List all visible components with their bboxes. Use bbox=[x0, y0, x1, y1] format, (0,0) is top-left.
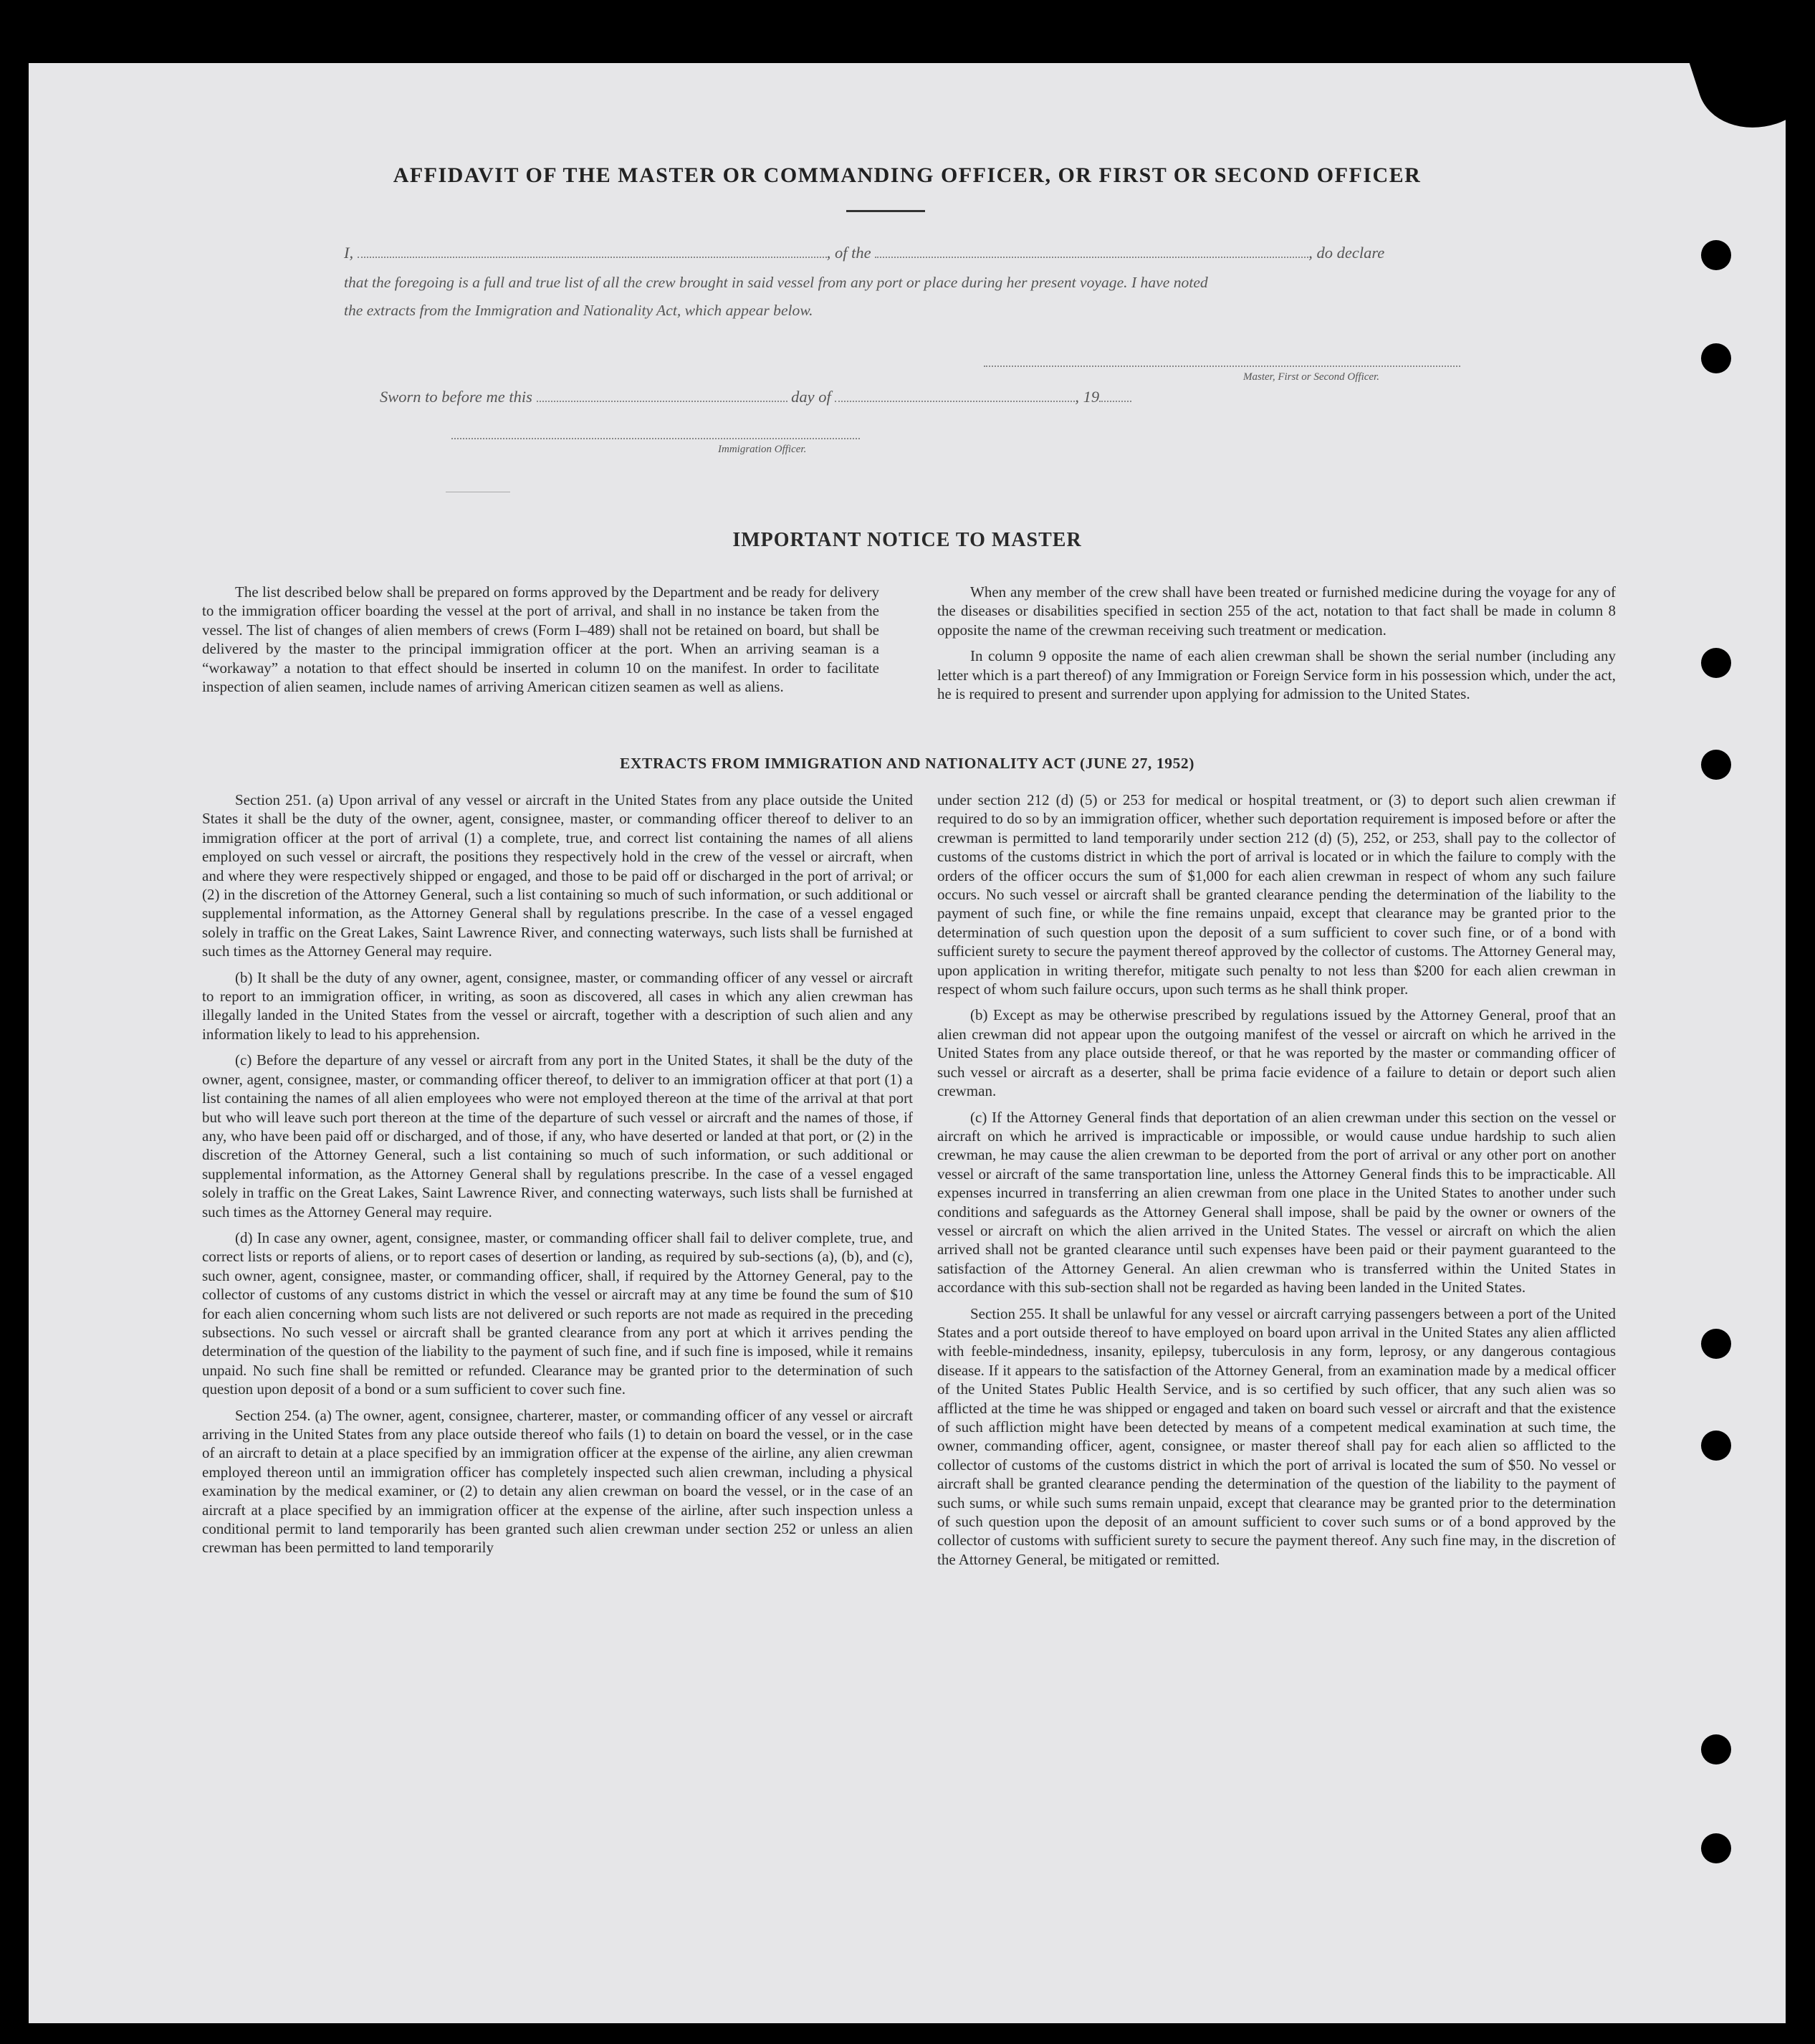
section-251a: Section 251. (a) Upon arrival of any vessel or aircraft in the United States from any place outside the United States it shall be the duty of the owner, agent, consignee, master, or commanding officer thereof to deliver to an immigration officer at the port of arrival (1) a complete, true, and correct list containing the names of all aliens employed on such vessel or aircraft, the positions they respectively hold in the crew of the vessel or aircraft, when and where they were respectively shipped or engaged, and those to be paid off or discharged in the port of arrival; or (2) in the discretion of the Attorney General, such a list containing so much of such information, or such additional or supplemental information, as the Attorney General shall by regulations prescribe. In the case of a vessel engaged solely in traffic on the Great Lakes, Saint Lawrence River, and connecting waterways, such lists shall be furnished at such times as the Attorney General may require. bbox=[202, 791, 913, 960]
section-254b: (b) Except as may be otherwise prescribed by regulations issued by the Attorney General, proof that an alien crewman did not appear upon the outgoing manifest of the vessel or aircraft on which he arrived in the United States from any place outside thereof, or that he was reported by the master or commanding officer of such vessel or aircraft as a deserter, shall be prima facie evidence of a failure to detain or deport such alien crewman. bbox=[937, 1006, 1616, 1100]
sworn-month-field[interactable] bbox=[835, 388, 1075, 402]
vessel-field[interactable] bbox=[875, 244, 1308, 258]
section-254a-continued: under section 212 (d) (5) or 253 for medical or hospital treatment, or (3) to deport such alien crewman if required to do so by an immigration officer, whether such deportation requirement is imposed before or after the crewman is permitted to land temporarily under section 212 (d) (5), 252, or 253, shall pay to the collector of customs of the customs district in which the port of arrival is located or in which the failure to comply with the orders of the officer occurs the sum of $1,000 for each alien crewman in respect of whom any such failure occurs. No such vessel or aircraft shall be granted clearance pending the determination of the liability to the payment of such fine, or while the fine remains unpaid, except that clearance may be granted prior to the determination of such question upon the deposit of a sum sufficient to cover such fine, or of a bond with sufficient surety to secure the payment thereof approved by the collector of customs. The Attorney General may, upon application in writing therefor, mitigate such penalty to not less than $200 for each alien crewman in respect of whom such failure occurs, upon such terms as he shall think proper. bbox=[937, 791, 1616, 998]
notice-right-paragraph-1: When any member of the crew shall have been treated or furnished medicine during the voyage for any of the diseases or disabilities specified in section 255 of the act, notation to that fact shall be made in column 8 opposite the name of the crewman receiving such treatment or medication. bbox=[937, 583, 1616, 639]
title-divider bbox=[846, 210, 925, 212]
notice-left-paragraph: The list described below shall be prepared on forms approved by the Department and be ready for delivery to the immigration officer boarding the vessel at the port of arrival, and shall in no instance be taken from the vessel. The list of changes of alien members of crews (Form I–489) shall not be retained on board, but shall be delivered by the master to the principal immigration officer at the port. When an arriving seaman is a “workaway” a notation to that effect should be inserted in column 10 on the manifest. In order to facilitate inspection of alien seamen, include names of arriving American citizen seamen as well as aliens. bbox=[202, 583, 879, 696]
immigration-officer-label: Immigration Officer. bbox=[718, 444, 807, 455]
officer-signature-line[interactable] bbox=[984, 366, 1460, 367]
notice-right-paragraph-2: In column 9 opposite the name of each alien crewman shall be shown the serial number (including any letter which is a part thereof) of any Immigration or Foreign Service form in his possession which, under the act, he is required to present and surrender upon applying for admission to the United States. bbox=[937, 647, 1616, 703]
sworn-prefix: Sworn to before me this bbox=[380, 388, 532, 406]
sworn-year-field[interactable] bbox=[1099, 388, 1131, 402]
form-page bbox=[29, 63, 1786, 2023]
binder-hole bbox=[1701, 1734, 1731, 1764]
officer-signature-label: Master, First or Second Officer. bbox=[1243, 371, 1379, 383]
affidavit-i-label: I, bbox=[344, 244, 354, 262]
section-251c: (c) Before the departure of any vessel or aircraft from any port in the United States, it shall be the duty of the owner, agent, consignee, master, or commanding officer thereof, to deliver to an immigration officer at that port (1) a list containing the names of all alien employees who were not employed thereon at the time of the arrival at that port but who will leave such port thereon at the time of the departure of such vessel or aircraft and the names of those, if any, who have been paid off or discharged, and of those, if any, who have deserted or landed at that port, or (2) in the discretion of the Attorney General, such a list containing so much of such information, or such additional or supplemental information, as the Attorney General shall by regulations prescribe. In the case of a vessel engaged solely in traffic on the Great Lakes, Saint Lawrence River, and connecting waterways, such lists shall be furnished at such times as the Attorney General may require. bbox=[202, 1051, 913, 1221]
extracts-left-column bbox=[202, 791, 913, 1565]
extracts-title: EXTRACTS FROM IMMIGRATION AND NATIONALITY ACT (JUNE 27, 1952) bbox=[619, 755, 1195, 772]
binder-hole bbox=[1701, 648, 1731, 678]
section-254c: (c) If the Attorney General finds that deportation of an alien crewman under this section on the vessel or aircraft on which he arrived is impracticable or impossible, or would cause undue hardship to such alien crewman, he may cause the alien crewman to be deported from the port of arrival or any other port on another vessel or aircraft of the same transportation line, unless the Attorney General finds this to be impracticable. All expenses incurred in transferring an alien crewman from one place in the United States to another under such conditions and safeguards as the Attorney General shall impose, shall be paid by the owner or owners of the vessel or aircraft on which the alien arrived in the United States. The vessel or aircraft on which the alien arrived shall not be granted clearance until such expenses have been paid or their payment guaranteed to the satisfaction of the Attorney General. An alien crewman who is transferred within the United States in accordance with this sub-section shall not be regarded as having been landed in the United States. bbox=[937, 1108, 1616, 1296]
affidavit-line-1 bbox=[344, 244, 1384, 262]
binder-hole bbox=[1701, 1329, 1731, 1359]
torn-corner bbox=[1689, 63, 1786, 143]
binder-hole bbox=[1701, 1431, 1731, 1461]
sworn-day-of-label: day of bbox=[791, 388, 831, 406]
affidavit-line-3: the extracts from the Immigration and Nationality Act, which appear below. bbox=[344, 302, 813, 319]
sworn-year-label: , 19 bbox=[1075, 388, 1100, 406]
binder-hole bbox=[1701, 343, 1731, 373]
affidavit-do-declare-label: , do declare bbox=[1308, 244, 1385, 262]
affidavit-title: AFFIDAVIT OF THE MASTER OR COMMANDING OFFICER, OR FIRST OR SECOND OFFICER bbox=[393, 163, 1422, 187]
affidavit-line-2: that the foregoing is a full and true list of all the crew brought in said vessel from any port or place during her present voyage. I have noted bbox=[344, 274, 1208, 291]
name-field[interactable] bbox=[358, 244, 827, 258]
section-251b: (b) It shall be the duty of any owner, agent, consignee, master, or commanding officer of any vessel or aircraft to report to an immigration officer, in writing, as soon as discovered, all cases in which any alien crewman has illegally landed in the United States from the vessel or aircraft, together with a description of such alien and any information likely to lead to his apprehension. bbox=[202, 968, 913, 1043]
section-254a: Section 254. (a) The owner, agent, consignee, charterer, master, or commanding officer of any vessel or aircraft arriving in the United States from any place outside thereof who fails (1) to detain on board the vessel, or in the case of an aircraft to detain at a place specified by an immigration officer at the expense of the airline, any alien crewman employed thereon until an immigration officer has completely inspected such alien crewman, including a physical examination by the medical examiner, or (2) to detain any alien crewman on board the vessel, or in the case of an aircraft at a place specified by an immigration officer at the expense of the airline, after such inspection unless a conditional permit to land temporarily has been granted such alien crewman under section 252 or unless an alien crewman has been permitted to land temporarily bbox=[202, 1406, 913, 1557]
sworn-day-field[interactable] bbox=[537, 388, 787, 402]
section-251d: (d) In case any owner, agent, consignee, master, or commanding officer shall fail to deliver complete, true, and correct lists or reports of aliens, or to report cases of desertion or landing, as required by sub-sections (a), (b), and (c), such owner, agent, consignee, master, or commanding officer, shall, if required by the Attorney General, pay to the collector of customs of any customs district in which the vessel or aircraft may at any time be found the sum of $10 for each alien concerning whom such lists are not delivered or such reports are not made as required in the preceding subsections. No such vessel or aircraft shall be granted clearance from any port at which it arrives pending the determination of the question of the liability to the payment of such fine, and if such fine is imposed, while it remains unpaid. No such fine shall be remitted or refunded. Clearance may be granted prior to the determination of such question upon deposit of a bond or a sum sufficient to cover such fine. bbox=[202, 1228, 913, 1398]
binder-hole bbox=[1701, 240, 1731, 270]
sworn-line bbox=[380, 388, 1131, 406]
immigration-officer-signature-line[interactable] bbox=[451, 438, 860, 439]
notice-right-column bbox=[937, 583, 1616, 710]
notice-left-column bbox=[202, 583, 879, 703]
extracts-right-column bbox=[937, 791, 1616, 1576]
binder-hole bbox=[1701, 1833, 1731, 1863]
section-255: Section 255. It shall be unlawful for any vessel or aircraft carrying passengers between a port of the United States and a port outside thereof to have employed on board upon arrival in the United States any alien afflicted with feeble-mindedness, insanity, epilepsy, tuberculosis in any form, leprosy, or any dangerous contagious disease. If it appears to the satisfaction of the Attorney General, from an examination made by a medical officer of the United States Public Health Service, and is so certified by such officer, that any such alien was so afflicted at the time he was shipped or engaged and taken on board such vessel or aircraft and that the existence of such affliction might have been detected by means of a competent medical examination at such time, the owner, commanding officer, agent, consignee, or master thereof shall pay for each alien so afflicted to the collector of customs of the customs district in which the port of arrival is located the sum of $50. No vessel or aircraft shall be granted clearance pending the determination of the question of the liability to the payment of such sums, or while such sums remain unpaid, except that clearance may be granted prior to the determination of such question upon the deposit of an amount sufficient to cover such sums or of a bond approved by the collector of customs with sufficient surety to secure the payment thereof. Any such fine may, in the discretion of the Attorney General, be mitigated or remitted. bbox=[937, 1304, 1616, 1568]
affidavit-of-the-label: , of the bbox=[826, 244, 871, 262]
notice-title: IMPORTANT NOTICE TO MASTER bbox=[732, 529, 1082, 551]
